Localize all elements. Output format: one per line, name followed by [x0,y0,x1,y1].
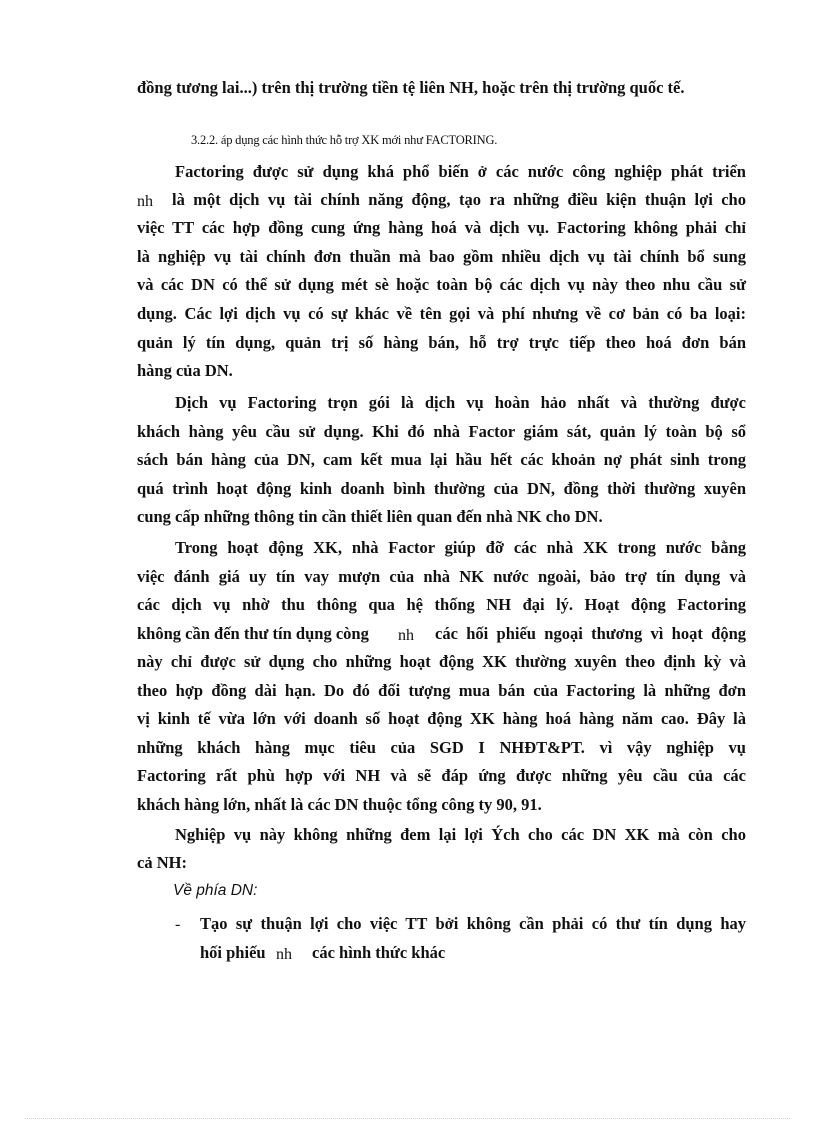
text-line: này chỉ được sử dụng cho những hoạt động XK thường xuyên theo định kỳ và [137,652,746,671]
footer-divider [25,1118,790,1119]
text-line: các hình thức khác [312,943,446,962]
subheading-dn: Về phía DN: [173,882,258,899]
text-line: khách hàng yêu cầu sử dụng. Khi đó nhà Factor giám sát, quản lý toàn bộ sổ [137,422,746,441]
text-line: dụng. Các lợi dịch vụ có sự khác về tên gọi và phí nhưng về cơ bản có ba loại: [137,304,746,323]
text-line: việc đánh giá uy tín vay mượn của nhà NK nước ngoài, bảo trợ tín dụng và [137,567,746,586]
list-bullet: - [175,916,181,933]
section-heading: 3.2.2. áp dụng các hình thức hỗ trợ XK mới như FACTORING. [191,133,498,147]
text-line: việc TT các hợp đồng cung ứng hàng hoá và dịch vụ. Factoring không phải chỉ [137,218,746,237]
text-line: là nghiệp vụ tài chính đơn thuần mà bao gồm nhiều dịch vụ tài chính bổ sung [137,247,746,266]
text-line: vị kinh tế vừa lớn với doanh số hoạt động XK hàng hoá hàng năm cao. Đây là [137,709,746,728]
text-line: đồng tương lai...) trên thị trường tiền tệ liên NH, hoặc trên thị trường quốc tế. [137,78,685,97]
text-line: và các DN có thể sử dụng mét sè hoặc toàn bộ các dịch vụ này theo nhu cầu sử [137,275,746,294]
text-line: quá trình hoạt động kinh doanh bình thường của DN, đồng thời thường xuyên [137,479,746,498]
text-line: là một dịch vụ tài chính năng động, tạo ra những điều kiện thuận lợi cho [172,190,746,209]
text-line: cả NH: [137,853,187,872]
text-line: Factoring rất phù hợp với NH và sẽ đáp ứng được những yêu cầu của các [137,766,746,785]
text-line: không cần đến thư tín dụng còng [137,624,369,643]
text-line: Trong hoạt động XK, nhà Factor giúp đỡ các nhà XK trong nước bằng [175,538,746,557]
nh-fragment: nh [137,193,153,210]
text-line: cung cấp những thông tin cần thiết liên quan đến nhà NK cho DN. [137,507,603,526]
text-line: sách bán hàng của DN, cam kết mua lại hầu hết các khoản nợ phát sinh trong [137,450,746,469]
nh-fragment: nh [276,946,292,963]
text-line: quản lý tín dụng, quản trị số hàng bán, hỗ trợ trực tiếp theo hoá đơn bán [137,333,746,352]
nh-fragment: nh [398,627,414,644]
text-line: hàng của DN. [137,361,233,380]
text-line: khách hàng lớn, nhất là các DN thuộc tổng công ty 90, 91. [137,795,542,814]
text-line: hối phiếu [200,943,266,962]
text-line: những khách hàng mục tiêu của SGD I NHĐT&PT. vì vậy nghiệp vụ [137,738,746,757]
text-line: Dịch vụ Factoring trọn gói là dịch vụ hoàn hảo nhất và thường được [175,393,746,412]
text-line: Tạo sự thuận lợi cho việc TT bởi không cần phải có thư tín dụng hay [200,914,746,933]
text-line: Factoring được sử dụng khá phổ biến ở các nước công nghiệp phát triển [175,162,746,181]
text-line: Nghiệp vụ này không những đem lại lợi Ých cho các DN XK mà còn cho [175,825,746,844]
text-line: theo hợp đồng dài hạn. Do đó đối tượng mua bán của Factoring là những đơn [137,681,746,700]
text-line: các hối phiếu ngoại thương vì hoạt động [435,624,746,643]
text-line: các dịch vụ nhờ thu thông qua hệ thống NH đại lý. Hoạt động Factoring [137,595,746,614]
